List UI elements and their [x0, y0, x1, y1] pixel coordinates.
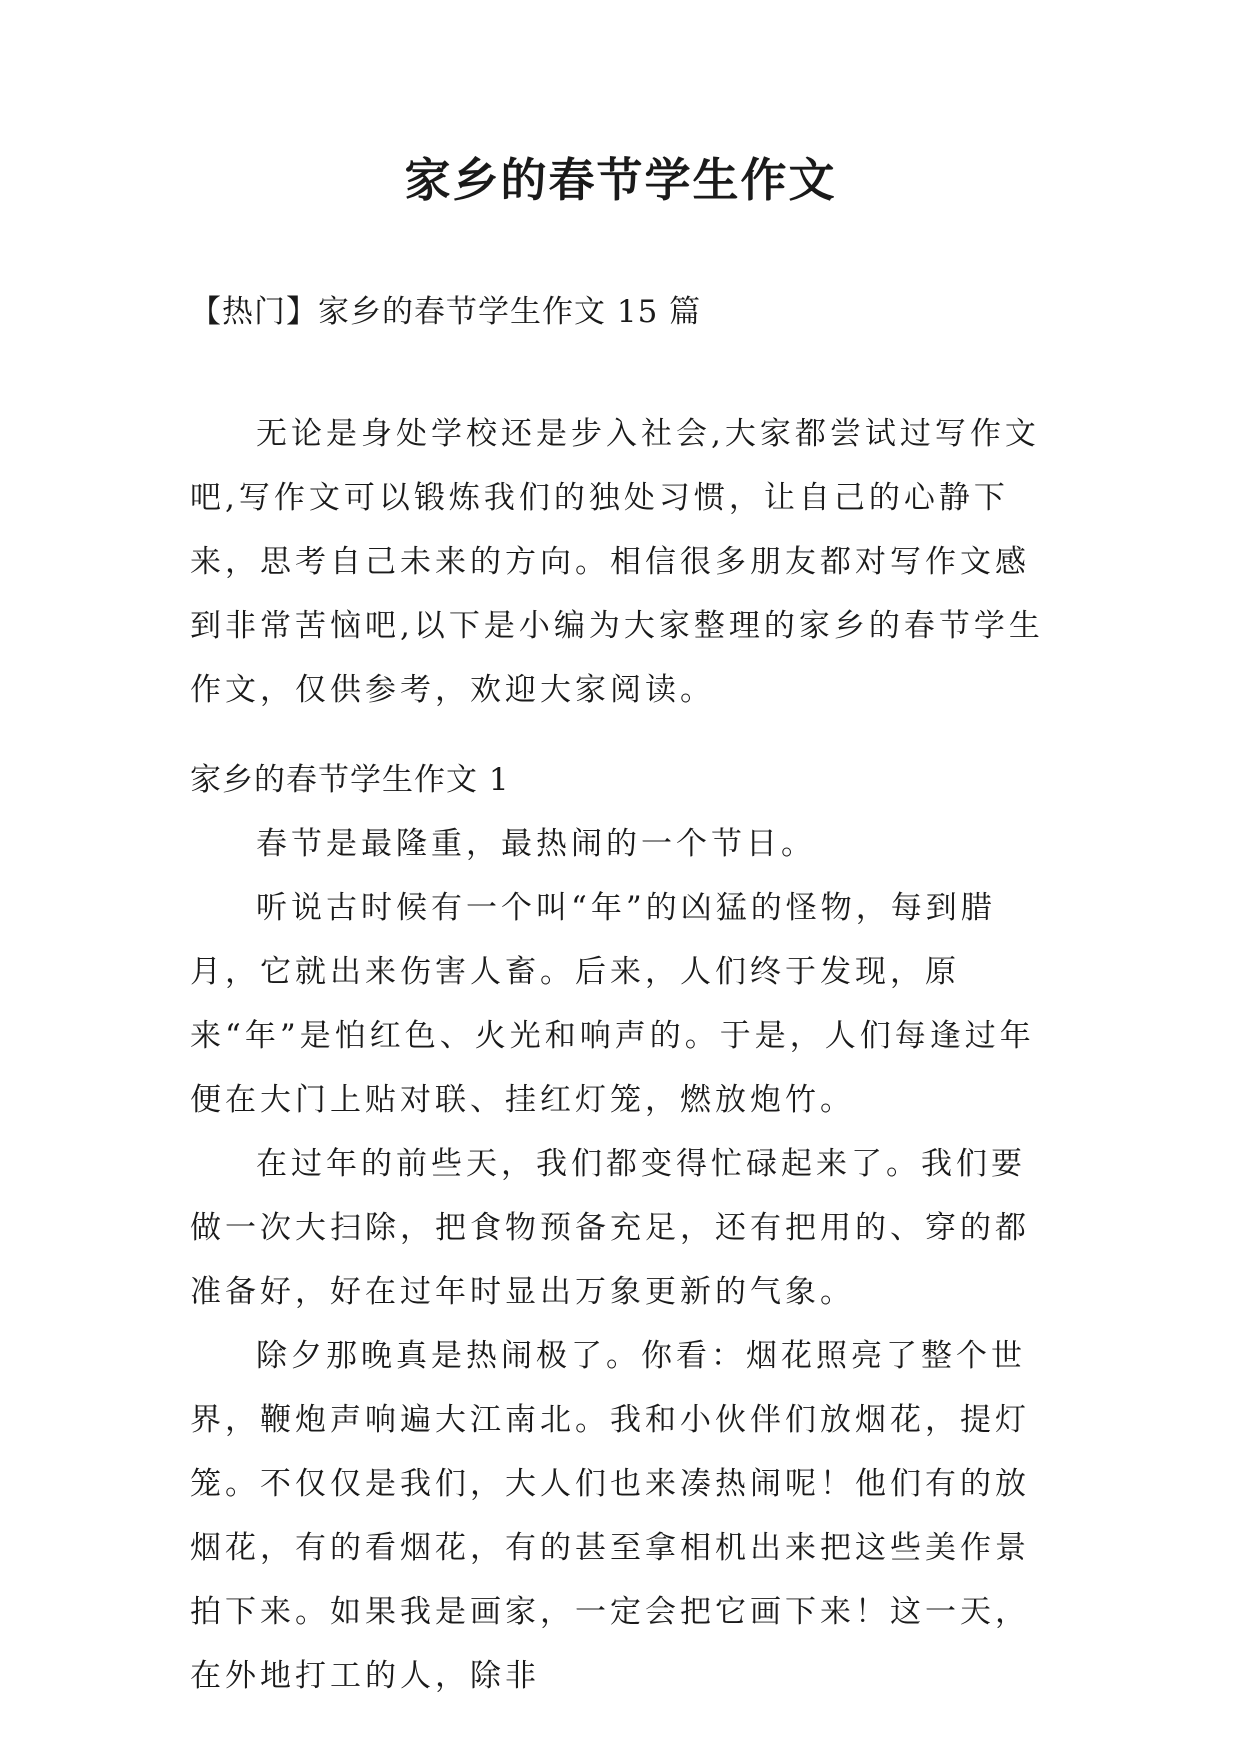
document-subtitle: 【热门】家乡的春节学生作文 15 篇: [190, 294, 702, 330]
body-paragraph: 除夕那晚真是热闹极了。你看：烟花照亮了整个世界，鞭炮声响遍大江南北。我和小伙伴们放烟花，提灯笼。不仅仅是我们，大人们也来凑热闹呢！他们有的放烟花，有的看烟花，有的甚至拿相机出来把这些美作景拍下来。如果我是画家，一定会把它画下来！这一天，在外地打工的人，除非: [190, 1338, 1030, 1694]
document-title: 家乡的春节学生作文: [404, 153, 837, 207]
body-paragraph: 听说古时候有一个叫“年”的凶猛的怪物，每到腊月，它就出来伤害人畜。后来，人们终于发现，原来“年”是怕红色、火光和响声的。于是，人们每逢过年便在大门上贴对联、挂红灯笼，燃放炮竹。: [190, 890, 1035, 1118]
essay-section: [190, 748, 1060, 1708]
section-heading: 家乡的春节学生作文 1: [190, 762, 510, 798]
body-paragraph: 在过年的前些天，我们都变得忙碌起来了。我们要做一次大扫除，把食物预备充足，还有把用的、穿的都准备好，好在过年时显出万象更新的气象。: [190, 1146, 1030, 1310]
body-paragraph: 春节是最隆重，最热闹的一个节日。: [256, 826, 816, 862]
intro-section: [190, 402, 1060, 722]
intro-paragraph: 无论是身处学校还是步入社会,大家都尝试过写作文吧,写作文可以锻炼我们的独处习惯，让自己的心静下来，思考自己未来的方向。相信很多朋友都对写作文感到非常苦恼吧,以下是小编为大家整理的家乡的春节学生作文，仅供参考，欢迎大家阅读。: [190, 416, 1044, 708]
